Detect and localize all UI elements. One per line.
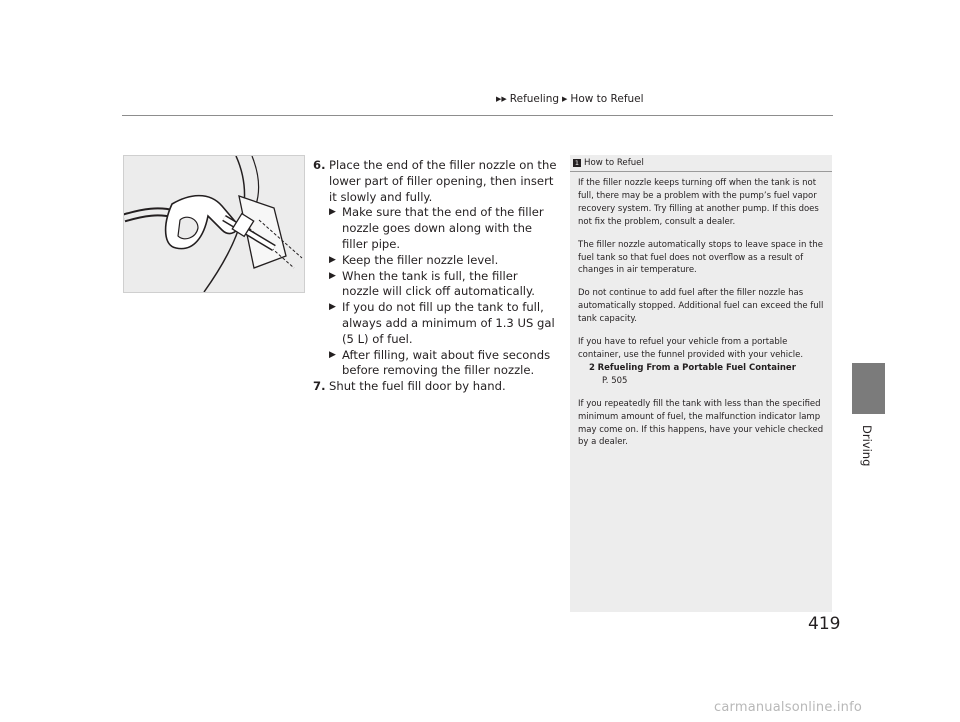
- refuel-steps: [313, 158, 558, 395]
- arrow-icon: ▶: [329, 302, 336, 313]
- breadcrumb: [496, 93, 644, 105]
- section-label: Driving: [860, 425, 874, 467]
- step-number: 7.: [313, 379, 326, 394]
- side-note: [570, 155, 832, 612]
- note-header: [570, 155, 835, 170]
- fuel-nozzle-icon: [124, 156, 304, 292]
- sub-step: [329, 205, 558, 252]
- note-title: How to Refuel: [584, 157, 644, 168]
- step-7: [313, 379, 558, 395]
- breadcrumb-arrow-icon: ▶▶: [496, 95, 507, 103]
- sub-step: [329, 300, 558, 347]
- step-number: 6.: [313, 158, 326, 172]
- reference-title[interactable]: Refueling From a Portable Fuel Container: [597, 362, 796, 373]
- arrow-icon: ▶: [329, 207, 336, 218]
- note-paragraph: If the filler nozzle keeps turning off when the tank is not full, there may be a problem with the pump’s fuel vapor recovery system. Try filling at another pump. If this does not fix the problem, consult a dealer.: [578, 178, 819, 227]
- page-number: 419: [808, 614, 841, 634]
- reference-arrow-icon: 2: [589, 362, 595, 373]
- sub-step: [329, 253, 558, 269]
- breadcrumb-topic: How to Refuel: [570, 93, 644, 105]
- fuel-nozzle-illustration: [123, 155, 305, 293]
- cross-reference[interactable]: [578, 362, 828, 388]
- note-divider: [570, 171, 832, 172]
- sub-step-text: If you do not fill up the tank to full, always add a minimum of 1.3 US gal (5 L) of fuel.: [342, 300, 555, 346]
- sub-step-text: Make sure that the end of the filler nozzle goes down along with the filler pipe.: [342, 205, 544, 251]
- note-paragraph: If you repeatedly fill the tank with less than the specified minimum amount of fuel, the malfunction indicator lamp may come on. If this happens, have your vehicle checked by a dealer.: [578, 398, 824, 448]
- step-text: Shut the fuel fill door by hand.: [329, 379, 506, 394]
- step-6: [313, 158, 558, 205]
- arrow-icon: ▶: [329, 349, 336, 360]
- sub-step: [329, 269, 558, 301]
- note-body: [578, 177, 828, 459]
- note-paragraph: [578, 336, 828, 362]
- arrow-icon: ▶: [329, 270, 336, 281]
- watermark: carmanualsonline.info: [714, 700, 863, 715]
- note-paragraph: Do not continue to add fuel after the filler nozzle has automatically stopped. Additional fuel can exceed the full tank capacity.: [578, 288, 824, 325]
- section-tab: [852, 363, 885, 414]
- note-marker-icon: 1: [574, 158, 580, 167]
- reference-page[interactable]: P. 505: [602, 375, 628, 386]
- breadcrumb-section: Refueling: [509, 93, 560, 105]
- sub-step-text: Keep the filler nozzle level.: [342, 252, 499, 267]
- arrow-icon: ▶: [329, 254, 336, 265]
- sub-step-text: When the tank is full, the filler nozzle will click off automatically.: [342, 268, 535, 299]
- sub-step-text: After filling, wait about five seconds before removing the filler nozzle.: [342, 347, 551, 378]
- sub-step: [329, 348, 558, 380]
- note-text: If you have to refuel your vehicle from a portable container, use the funnel provided with your vehicle.: [578, 337, 804, 360]
- note-paragraph: The filler nozzle automatically stops to leave space in the fuel tank so that fuel does not overflow as a result of changes in air temperature.: [578, 239, 823, 276]
- step-text: Place the end of the filler nozzle on the lower part of filler opening, then insert it slowly and fully.: [329, 158, 557, 204]
- header-divider: [122, 115, 833, 116]
- breadcrumb-arrow-icon: ▶: [562, 95, 568, 103]
